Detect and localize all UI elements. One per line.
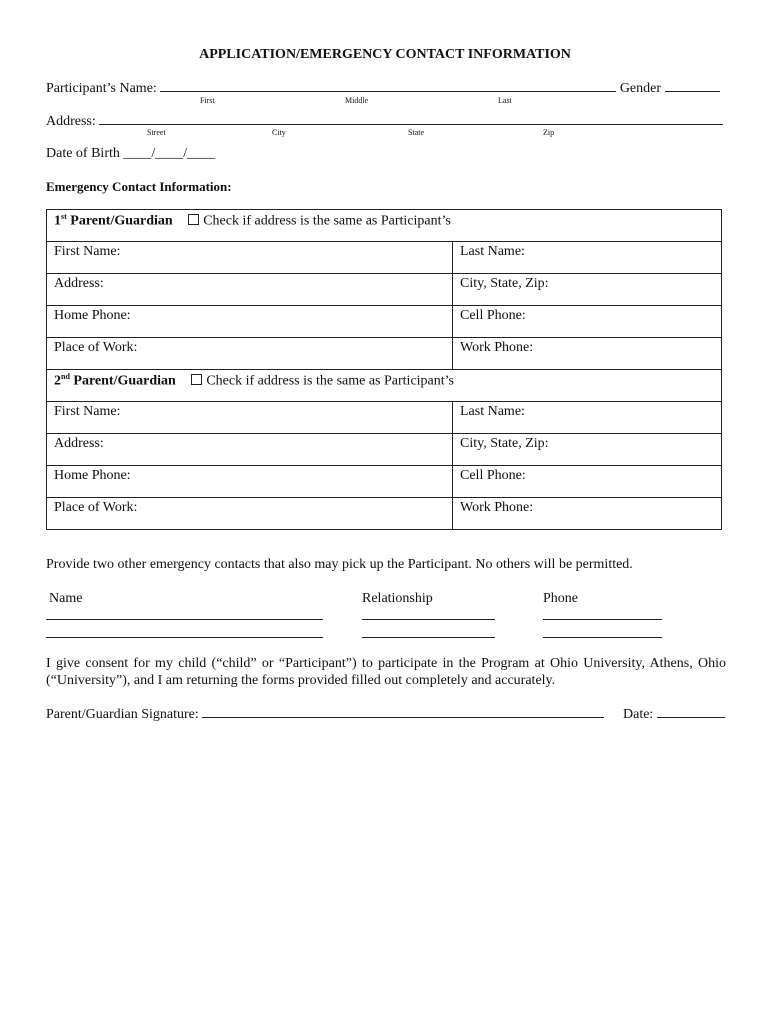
guardian2-cell-phone-cell[interactable]: Cell Phone: (453, 466, 722, 498)
first-sublabel: First (200, 96, 215, 105)
contact1-name-field[interactable] (46, 609, 323, 620)
guardian1-place-of-work-cell[interactable]: Place of Work: (47, 338, 453, 370)
table-row (47, 274, 722, 306)
guardian2-header (47, 370, 722, 402)
table-row (47, 498, 722, 530)
date-field[interactable] (657, 706, 725, 718)
guardian1-first-name-cell[interactable]: First Name: (47, 242, 453, 274)
signature-label: Parent/Guardian Signature: (46, 707, 199, 722)
date-label: Date: (623, 707, 654, 722)
address-field[interactable] (99, 113, 723, 125)
zip-sublabel: Zip (543, 128, 555, 137)
participant-name-label: Participant’s Name: (46, 81, 157, 96)
guardian1-last-name-cell[interactable]: Last Name: (453, 242, 722, 274)
table-row (47, 306, 722, 338)
gender-label: Gender (619, 81, 662, 96)
guardian2-title: Parent/Guardian (73, 373, 176, 389)
table-row (47, 434, 722, 466)
guardian2-ordinal: 2 (54, 373, 61, 389)
guardian2-last-name-cell[interactable]: Last Name: (453, 402, 722, 434)
dob-row[interactable] (46, 146, 215, 162)
name-column-header: Name (49, 591, 83, 606)
dob-field[interactable]: ____/____/____ (123, 146, 216, 161)
contact1-phone-field[interactable] (543, 609, 662, 620)
phone-column-header: Phone (543, 591, 578, 606)
guardian2-home-phone-cell[interactable]: Home Phone: (47, 466, 453, 498)
street-sublabel: Street (147, 128, 166, 137)
page-title: APPLICATION/EMERGENCY CONTACT INFORMATION (199, 47, 571, 62)
signature-field[interactable] (202, 706, 604, 718)
table-row (47, 402, 722, 434)
other-contacts-instruction: Provide two other emergency contacts that also may pick up the Participant. No others will be permitted. (46, 557, 633, 572)
guardian2-work-phone-cell[interactable]: Work Phone: (453, 498, 722, 530)
guardian1-same-address-checkbox[interactable] (188, 214, 199, 225)
guardian2-header-row (47, 370, 722, 402)
guardian1-header-row (47, 210, 722, 242)
guardian1-title: Parent/Guardian (70, 213, 173, 229)
participant-name-row (46, 80, 720, 97)
contact1-relationship-field[interactable] (362, 609, 495, 620)
guardian2-address-cell[interactable]: Address: (47, 434, 453, 466)
guardian2-check-text: Check if address is the same as Participant’s (206, 373, 454, 389)
participant-name-field[interactable] (160, 80, 616, 92)
guardian1-home-phone-cell[interactable]: Home Phone: (47, 306, 453, 338)
state-sublabel: State (408, 128, 424, 137)
guardian1-ordinal-suffix: st (61, 212, 67, 221)
table-row (47, 466, 722, 498)
table-row (47, 338, 722, 370)
guardian2-first-name-cell[interactable]: First Name: (47, 402, 453, 434)
contact2-name-field[interactable] (46, 627, 323, 638)
guardian2-place-of-work-cell[interactable]: Place of Work: (47, 498, 453, 530)
relationship-column-header: Relationship (362, 591, 433, 606)
table-row (47, 242, 722, 274)
guardian1-ordinal: 1 (54, 213, 61, 229)
dob-label: Date of Birth (46, 146, 120, 161)
guardian2-city-state-zip-cell[interactable]: City, State, Zip: (453, 434, 722, 466)
city-sublabel: City (272, 128, 286, 137)
contact2-phone-field[interactable] (543, 627, 662, 638)
last-sublabel: Last (498, 96, 512, 105)
guardian1-address-cell[interactable]: Address: (47, 274, 453, 306)
emergency-contact-table (46, 209, 722, 530)
guardian1-check-text: Check if address is the same as Participant’s (203, 213, 451, 229)
guardian2-ordinal-suffix: nd (61, 372, 70, 381)
consent-paragraph: I give consent for my child (“child” or “Participant”) to participate in the Program at Ohio University, Athens, Ohio (“University”), and I am returning the forms provided filled out completely and accurately. (46, 656, 726, 688)
date-row (623, 706, 725, 723)
guardian1-city-state-zip-cell[interactable]: City, State, Zip: (453, 274, 722, 306)
guardian1-cell-phone-cell[interactable]: Cell Phone: (453, 306, 722, 338)
guardian2-same-address-checkbox[interactable] (191, 374, 202, 385)
address-label: Address: (46, 114, 96, 129)
emergency-heading: Emergency Contact Information: (46, 179, 232, 194)
guardian1-header (47, 210, 722, 242)
signature-row (46, 706, 604, 723)
guardian1-work-phone-cell[interactable]: Work Phone: (453, 338, 722, 370)
middle-sublabel: Middle (345, 96, 369, 105)
contact2-relationship-field[interactable] (362, 627, 495, 638)
gender-field[interactable] (665, 80, 720, 92)
